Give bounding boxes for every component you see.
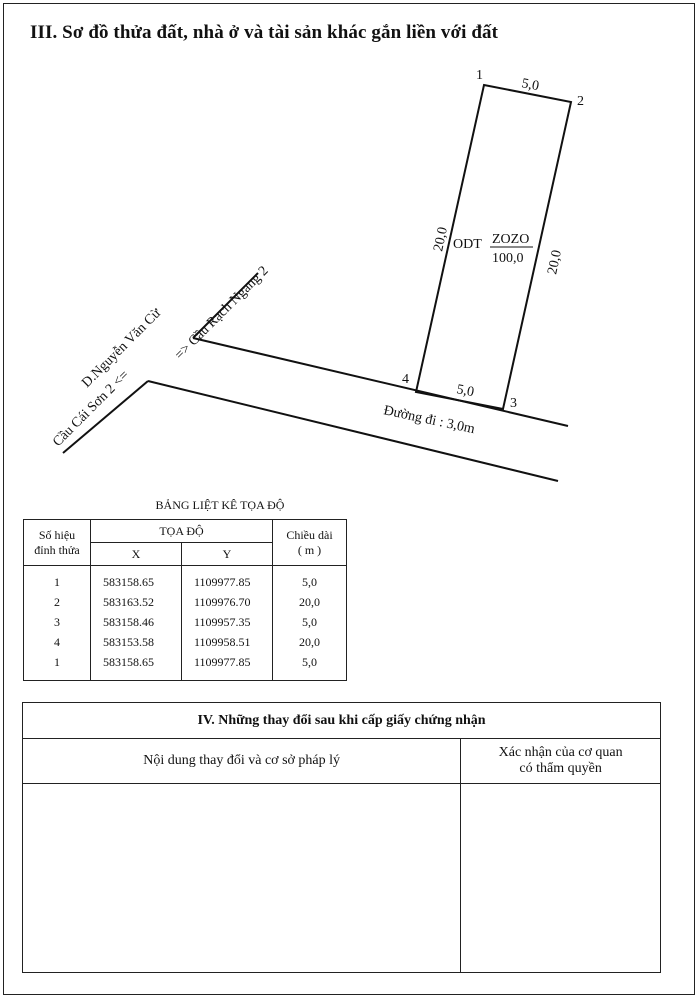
cell-length: 5,0 <box>273 566 347 593</box>
header-y: Y <box>182 543 273 566</box>
cell-length: 20,0 <box>273 632 347 652</box>
vertex-label-2: 2 <box>577 94 584 109</box>
direction-lower-line1: D.Nguyễn Văn Cừ <box>79 306 165 391</box>
vertex-label-3: 3 <box>510 396 517 411</box>
header-point-line2: đỉnh thửa <box>34 542 80 557</box>
land-type-label: ODT <box>453 237 482 252</box>
direction-upper-label: => Cầu Rạch Ngang 2 <box>172 263 272 363</box>
cell-y: 1109977.85 <box>182 566 273 593</box>
cell-point: 2 <box>24 592 91 612</box>
cell-point: 3 <box>24 612 91 632</box>
table-row <box>24 566 347 593</box>
cell-x: 583153.58 <box>91 632 182 652</box>
column-confirm-line2: có thẩm quyền <box>519 761 602 776</box>
direction-lower-line2: Cầu Cái Sơn 2 <= <box>50 367 133 450</box>
cell-point: 1 <box>24 566 91 593</box>
edge-length-left: 20,0 <box>431 225 452 253</box>
parcel-code-label: ZOZO <box>492 232 530 247</box>
vertex-label-4: 4 <box>402 372 409 387</box>
header-length-line2: ( m ) <box>297 542 322 557</box>
header-point <box>24 520 91 566</box>
edge-length-right: 20,0 <box>545 248 566 276</box>
coordinate-table-caption: BẢNG LIỆT KÊ TỌA ĐỘ <box>155 498 285 512</box>
cell-length: 5,0 <box>273 652 347 681</box>
cell-x: 583158.46 <box>91 612 182 632</box>
section-4-title: IV. Những thay đổi sau khi cấp giấy chứng nhận <box>23 703 661 739</box>
confirm-cell <box>461 784 661 973</box>
table-row <box>24 592 347 612</box>
table-row <box>24 652 347 681</box>
edge-length-top: 5,0 <box>520 76 541 95</box>
road-upper-edge <box>193 338 568 426</box>
column-confirm-header <box>461 739 661 784</box>
road-label: Đường đi : 3,0m <box>382 403 477 438</box>
cell-x: 583158.65 <box>91 566 182 593</box>
road-lower-edge <box>148 381 558 481</box>
cell-length: 20,0 <box>273 592 347 612</box>
table-row <box>24 612 347 632</box>
edge-length-bottom: 5,0 <box>455 382 476 401</box>
changes-table <box>22 702 661 973</box>
cell-x: 583163.52 <box>91 592 182 612</box>
cell-length: 5,0 <box>273 612 347 632</box>
content-cell <box>23 784 461 973</box>
cell-y: 1109976.70 <box>182 592 273 612</box>
cell-y: 1109977.85 <box>182 652 273 681</box>
column-content-header: Nội dung thay đổi và cơ sở pháp lý <box>23 739 461 784</box>
vertex-label-1: 1 <box>476 68 483 83</box>
cell-point: 1 <box>24 652 91 681</box>
table-row <box>24 632 347 652</box>
header-length-line1: Chiều dài <box>286 527 333 542</box>
cell-y: 1109957.35 <box>182 612 273 632</box>
cell-point: 4 <box>24 632 91 652</box>
parcel-area-label: 100,0 <box>492 251 524 266</box>
header-coords: TỌA ĐỘ <box>91 520 273 543</box>
header-point-line1: Số hiệu <box>38 527 76 542</box>
section-3-title: III. Sơ đồ thửa đất, nhà ở và tài sản khác gắn liền với đất <box>30 22 499 43</box>
header-length <box>273 520 347 566</box>
column-confirm-line1: Xác nhận của cơ quan <box>498 745 623 760</box>
cell-y: 1109958.51 <box>182 632 273 652</box>
cell-x: 583158.65 <box>91 652 182 681</box>
coordinate-table <box>23 519 347 681</box>
header-x: X <box>91 543 182 566</box>
